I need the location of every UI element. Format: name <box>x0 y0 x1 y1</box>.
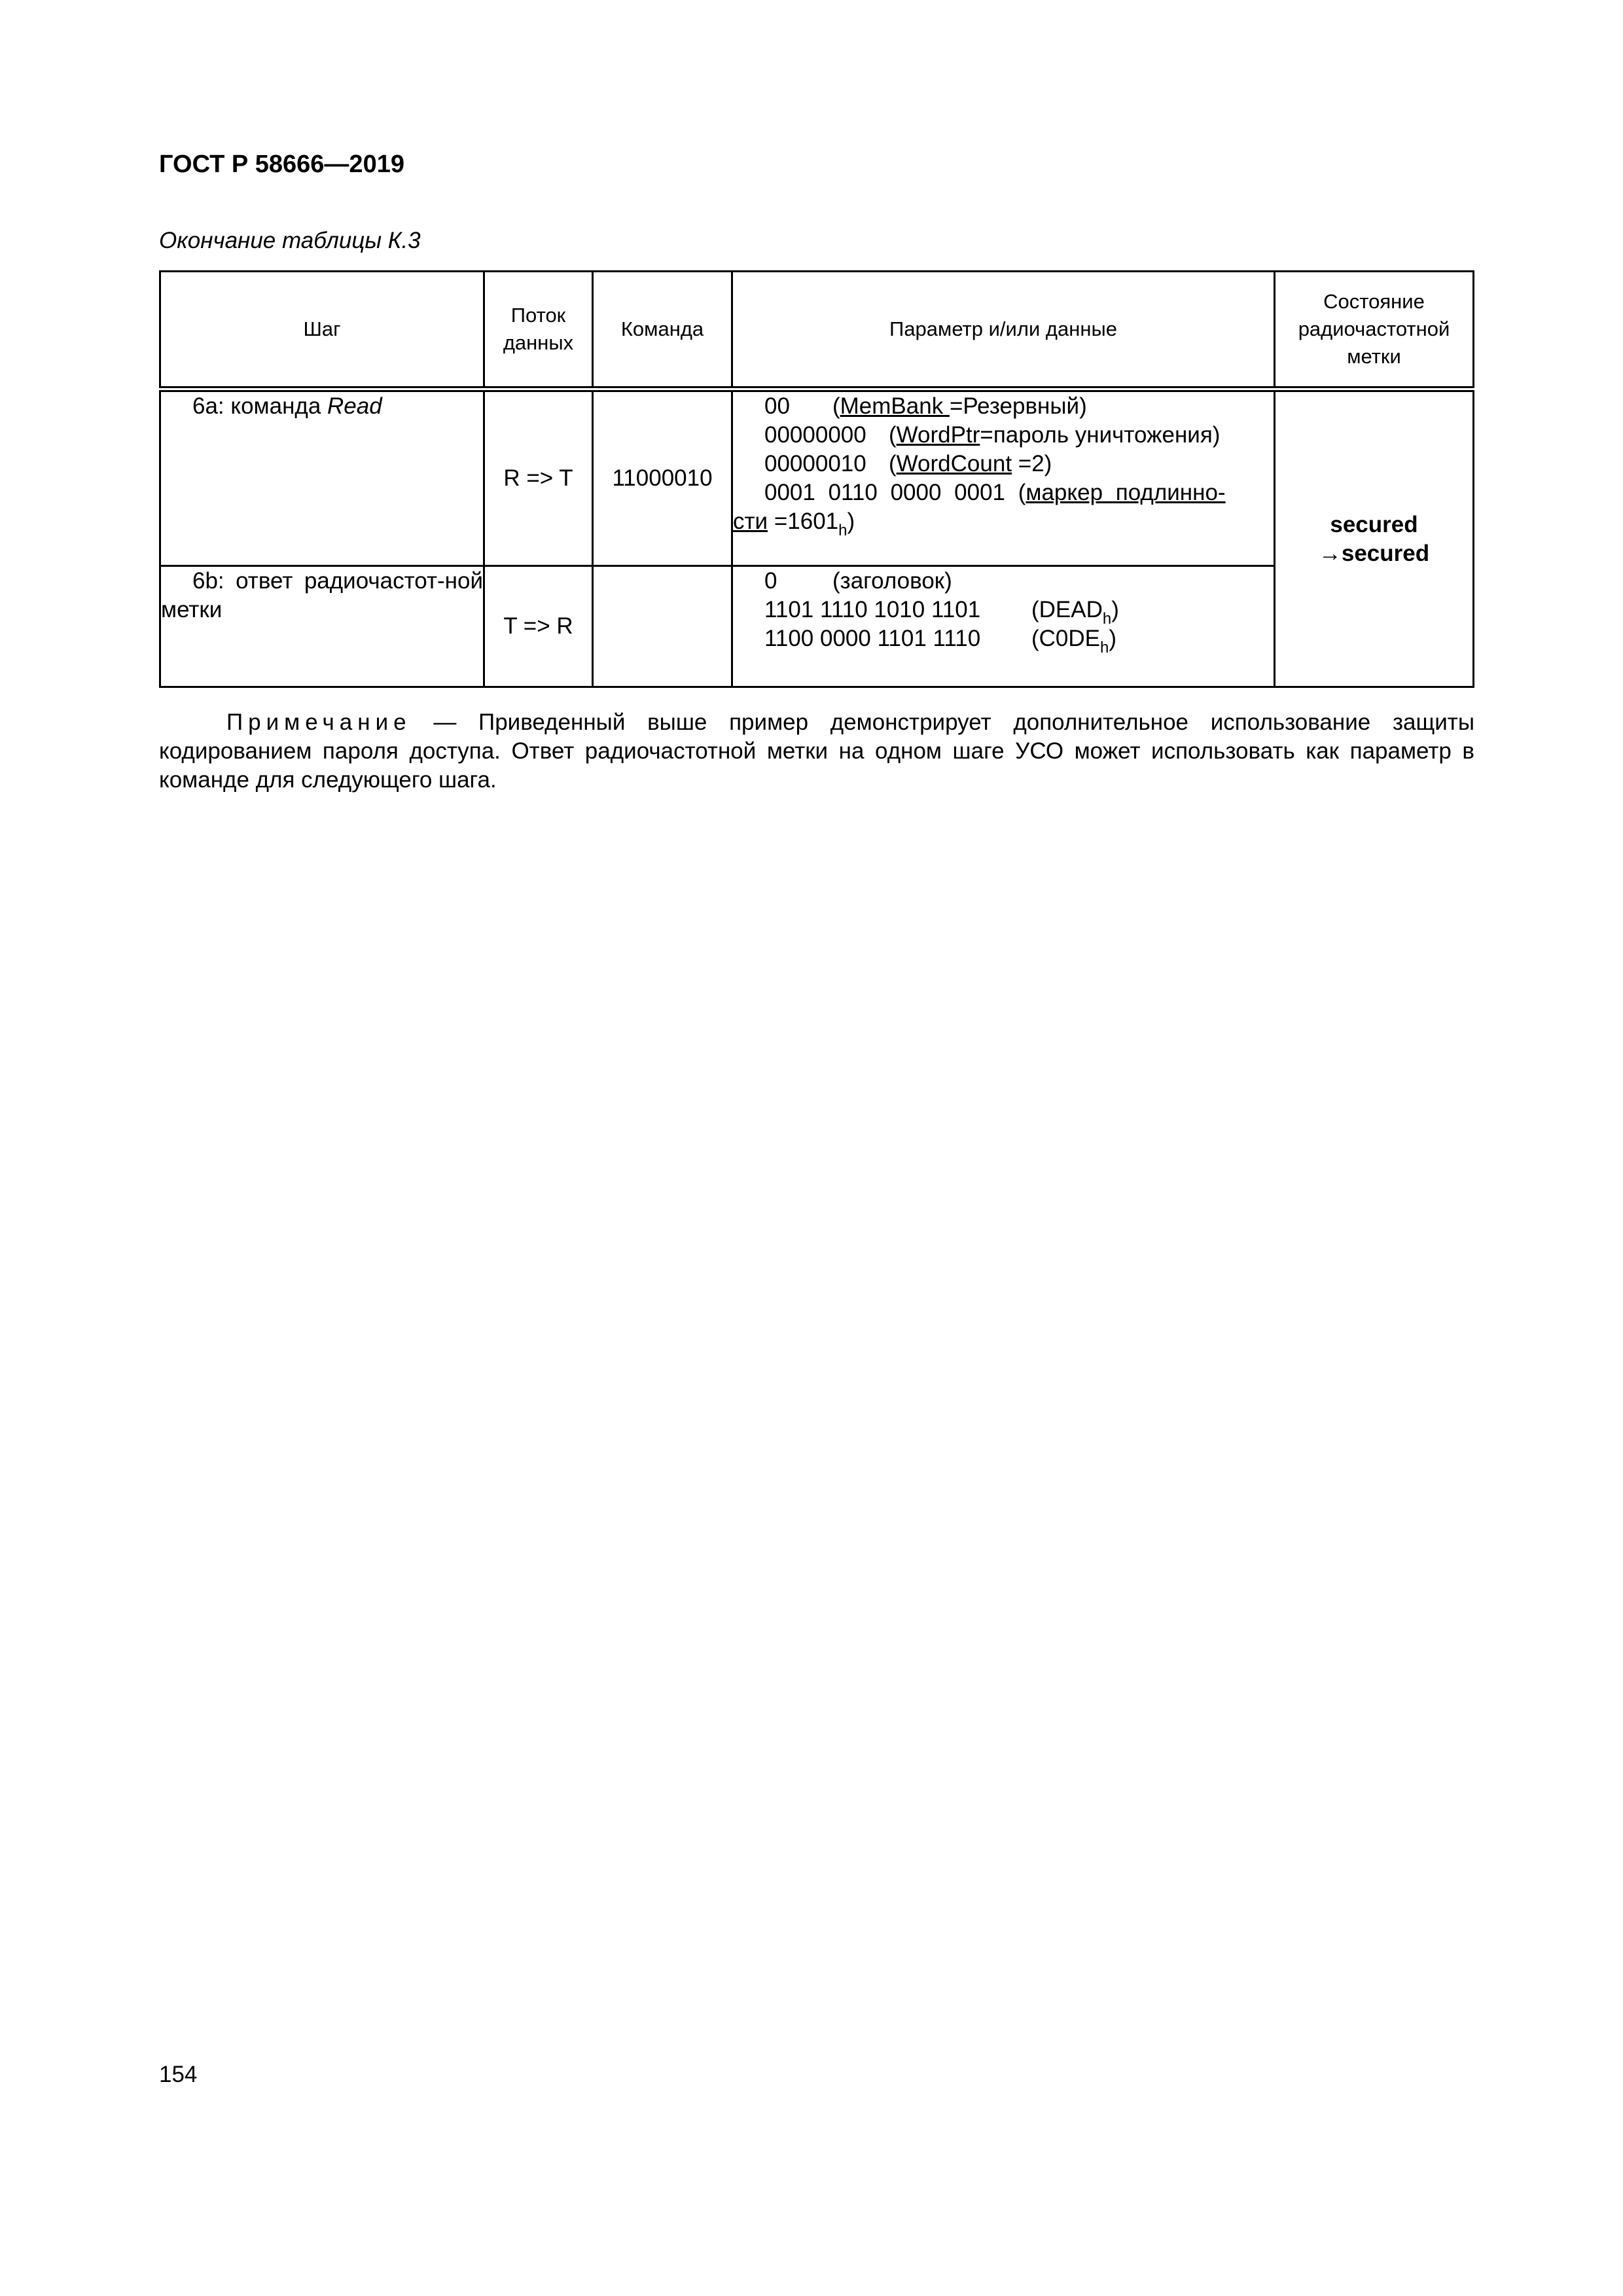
row1-flow: R => T <box>484 389 593 566</box>
header-flow-line2: данных <box>503 331 574 354</box>
param-line: 00000010 (WordCount =2) <box>764 451 1052 476</box>
note-text: — Приведенный выше пример демонстрирует дополнительное использование защиты кодированием пароля доступа. Ответ радиочастотной метки на одном шаге УСО может использовать как параметр в команде для следующего шага. <box>159 709 1474 793</box>
row1-command: 11000010 <box>593 389 732 566</box>
table-caption: Окончание таблицы К.3 <box>159 228 421 253</box>
state-line2: →secured <box>1318 540 1430 566</box>
document-header: ГОСТ Р 58666—2019 <box>159 151 404 178</box>
row1-step <box>160 389 484 566</box>
table-row <box>160 389 1474 566</box>
row1-step-text: 6а: команда <box>192 393 328 419</box>
state-cell <box>1275 389 1474 687</box>
table-header-row <box>160 272 1474 389</box>
header-state-line2: радиочастотной <box>1298 317 1450 340</box>
row2-step <box>160 566 484 687</box>
param-line: 00000000 (WordPtr=пароль уничтожения) <box>764 422 1221 448</box>
param-line: 0 (заголовок) <box>764 568 952 594</box>
row1-step-italic: Read <box>327 393 382 419</box>
row1-params <box>732 389 1275 566</box>
data-table <box>159 270 1474 688</box>
row2-step-text: 6b: ответ радиочастот-ной метки <box>161 568 483 622</box>
header-params: Параметр и/или данные <box>732 272 1275 389</box>
row2-params <box>732 566 1275 687</box>
row2-flow: T => R <box>484 566 593 687</box>
header-flow <box>484 272 593 389</box>
header-step: Шаг <box>160 272 484 389</box>
header-state-line3: метки <box>1347 345 1401 368</box>
note-label: Примечание <box>226 709 412 735</box>
page-number: 154 <box>159 2062 198 2087</box>
header-command: Команда <box>593 272 732 389</box>
row2-command <box>593 566 732 687</box>
state-line1: secured <box>1330 511 1418 537</box>
param-line: 0001 0110 0000 0001 (маркер подлинно- <box>764 480 1226 505</box>
header-state <box>1275 272 1474 389</box>
param-line: 1101 1110 1010 1101 $(DEAD_h)$ <box>764 597 1119 628</box>
header-state-line1: Состояние <box>1323 290 1425 313</box>
param-line: сти $=1601_h$) <box>733 509 855 539</box>
header-flow-line1: Поток <box>510 304 566 327</box>
table-note <box>159 708 1474 795</box>
param-line: 00 (MemBank =Резервный) <box>764 393 1087 419</box>
param-line: 1100 0000 1101 1110 $(C0DE_h)$ <box>764 626 1117 656</box>
